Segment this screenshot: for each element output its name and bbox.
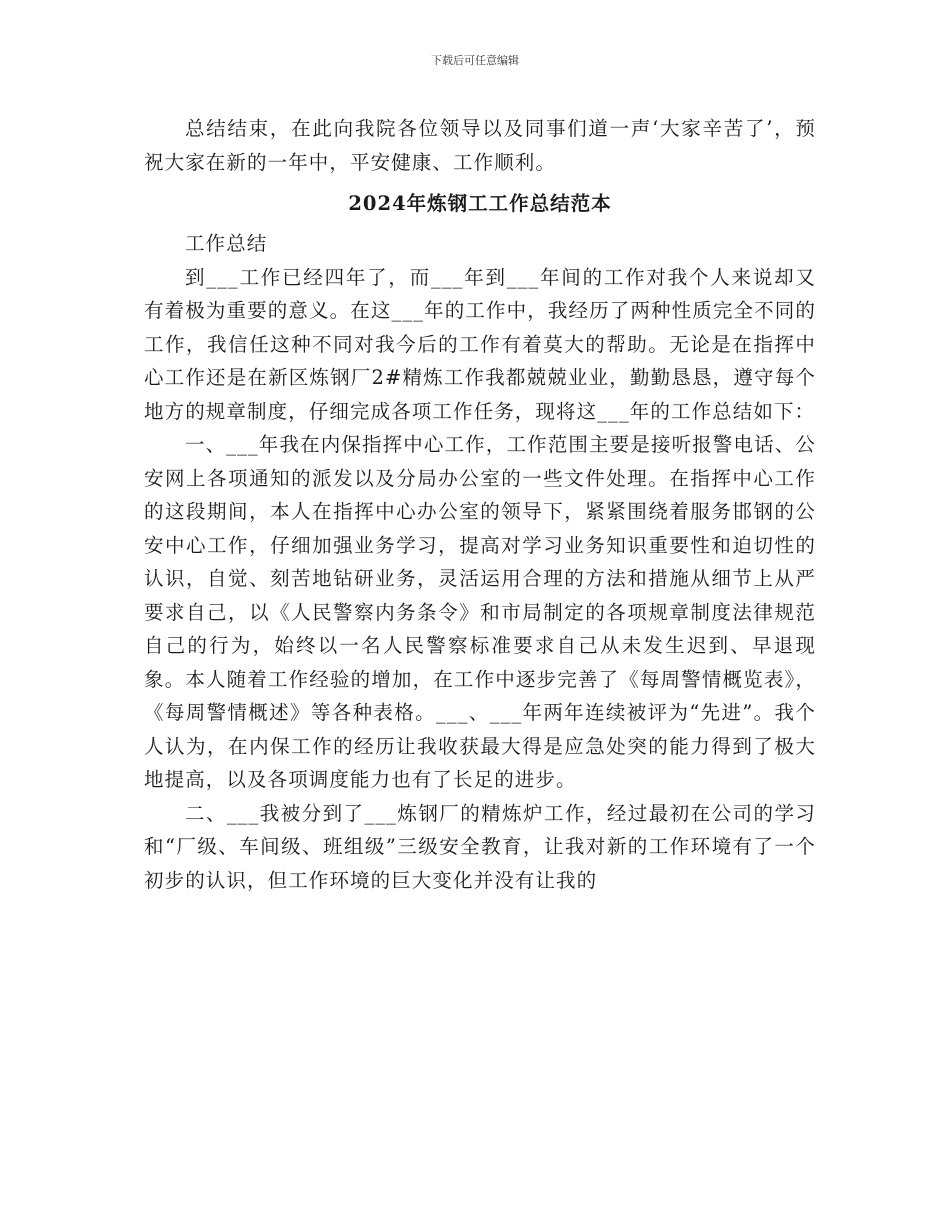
document-title: 2024年炼钢工工作总结范本 [348,192,612,215]
body-paragraph-intro: 到___工作已经四年了，而___年到___年间的工作对我个人来说却又有着极为重要的意义。在这___年的工作中，我经历了两种性质完全不同的工作，我信任这种不同对我今后的工作有着莫大的帮助。无论是在指挥中心工作还是在新区炼钢厂2#精炼工作我都兢兢业业，勤勤恳恳，遵守每个地方的规章制度，仔细完成各项工作任务，现将这___年的工作总结如下： [144,265,816,423]
body-paragraph-two: 二、___我被分到了___炼钢厂的精炼炉工作，经过最初在公司的学习和“厂级、车间级、班组级”三级安全教育，让我对新的工作环境有了一个初步的认识，但工作环境的巨大变化并没有让我的 [144,801,816,892]
body-paragraph-one: 一、___年我在内保指挥中心工作，工作范围主要是接听报警电话、公安网上各项通知的派发以及分局办公室的一些文件处理。在指挥中心工作的这段期间，本人在指挥中心办公室的领导下，紧紧围绕着服务邯钢的公安中心工作，仔细加强业务学习，提高对学习业务知识重要性和迫切性的认识，自觉、刻苦地钻研业务，灵活运用合理的方法和措施从细节上从严要求自己，以《人民警察内务条令》和市局制定的各项规章制度法律规范自己的行为，始终以一名人民警察标准要求自己从未发生迟到、早退现象。本人随着工作经验的增加，在工作中逐步完善了《每周警情概览表》，《每周警情概述》等各种表格。___、___年两年连续被评为“先进”。我个人认为，在内保工作的经历让我收获最大得是应急处突的能力得到了极大地提高，以及各项调度能力也有了长足的进步。 [144,433,816,791]
page-header: 下载后可任意编辑 [431,54,519,67]
closing-paragraph: 总结结束，在此向我院各位领导以及同事们道一声‘大家辛苦了’，预祝大家在新的一年中，平安健康、工作顺利。 [144,117,816,174]
document-body [144,112,816,897]
section-subheading: 工作总结 [184,232,268,255]
